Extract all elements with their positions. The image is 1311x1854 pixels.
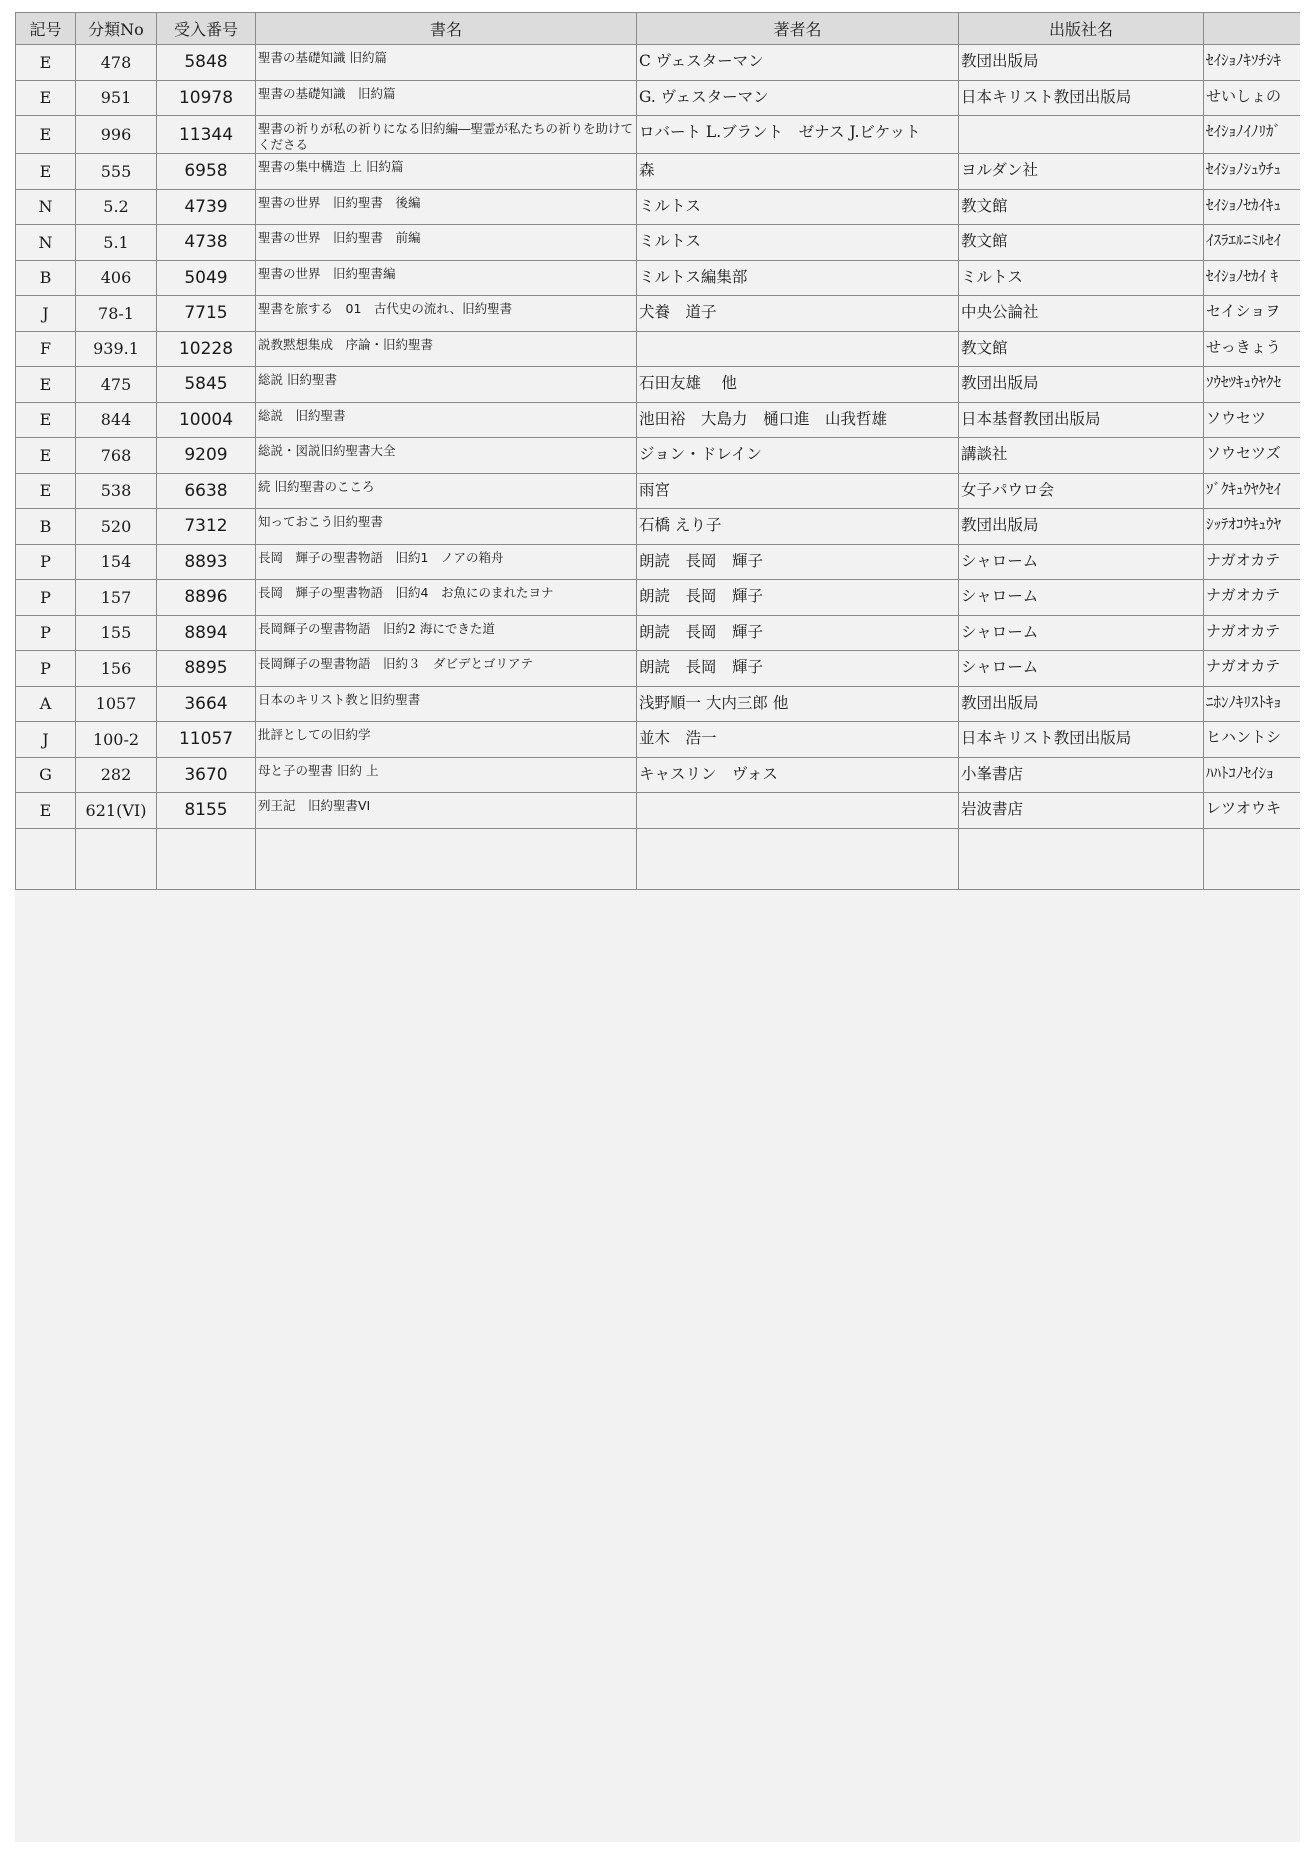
cell-kigo[interactable]: E [16,402,76,438]
empty-row [16,828,1301,889]
cell-kigo[interactable]: N [16,225,76,261]
table-row[interactable] [16,296,1301,332]
cell-ukeire-bango[interactable]: 11344 [157,116,256,154]
cell-publisher[interactable]: 岩波書店 [959,793,1204,829]
table-row[interactable] [16,331,1301,367]
cell-author[interactable]: ロバート L.ブラント ゼナス J.ビケット [637,116,959,154]
cell-kana[interactable]: ｼｯﾃｵｺｳｷｭｳﾔ [1204,509,1301,545]
table-cell[interactable] [76,828,157,889]
cell-author[interactable]: 朗読 長岡 輝子 [637,615,959,651]
cell-title[interactable]: 長岡 輝子の聖書物語 旧約4 お魚にのまれたヨナ [256,580,637,616]
table-cell[interactable] [637,828,959,889]
cell-ukeire-bango[interactable]: 8893 [157,544,256,580]
cell-title[interactable]: 続 旧約聖書のこころ [256,473,637,509]
cell-kana[interactable]: ｿﾞｸｷｭｳﾔｸｾｲ [1204,473,1301,509]
cell-ukeire-bango[interactable]: 8895 [157,651,256,687]
cell-kana[interactable]: ｾｲｼｮﾉｾｶｲ ｷ [1204,260,1301,296]
cell-author[interactable]: 朗読 長岡 輝子 [637,544,959,580]
cell-kana[interactable]: ｾｲｼｮﾉｲﾉﾘｶﾞ [1204,116,1301,154]
cell-author[interactable] [637,331,959,367]
cell-bunrui-no[interactable]: 538 [76,473,157,509]
cell-ukeire-bango[interactable]: 7312 [157,509,256,545]
cell-kana[interactable]: ｾｲｼｮﾉｼｭｳﾁｭ [1204,154,1301,190]
cell-author[interactable]: 森 [637,154,959,190]
cell-kana[interactable]: ヒハントシ [1204,722,1301,758]
cell-ukeire-bango[interactable]: 4739 [157,189,256,225]
table-row[interactable] [16,651,1301,687]
cell-bunrui-no[interactable]: 478 [76,45,157,81]
cell-title[interactable]: 批評としての旧約学 [256,722,637,758]
cell-author[interactable]: ジョン・ドレイン [637,438,959,474]
table-row[interactable] [16,189,1301,225]
cell-kana[interactable]: ｿｳｾﾂｷｭｳﾔｸｾ [1204,367,1301,403]
cell-bunrui-no[interactable]: 156 [76,651,157,687]
cell-bunrui-no[interactable]: 154 [76,544,157,580]
cell-bunrui-no[interactable]: 100-2 [76,722,157,758]
table-cell[interactable] [16,828,76,889]
cell-kigo[interactable]: E [16,473,76,509]
cell-title[interactable]: 長岡輝子の聖書物語 旧約2 海にできた道 [256,615,637,651]
cell-author[interactable]: 石田友雄 他 [637,367,959,403]
cell-publisher[interactable]: シャローム [959,615,1204,651]
cell-bunrui-no[interactable]: 475 [76,367,157,403]
cell-ukeire-bango[interactable]: 3664 [157,686,256,722]
header-author[interactable]: 著者名 [637,13,959,45]
table-row[interactable] [16,722,1301,758]
cell-ukeire-bango[interactable]: 9209 [157,438,256,474]
cell-publisher[interactable]: シャローム [959,544,1204,580]
cell-title[interactable]: 総説 旧約聖書 [256,367,637,403]
cell-kana[interactable]: ナガオカテ [1204,651,1301,687]
cell-author[interactable] [637,793,959,829]
table-cell[interactable] [256,828,637,889]
table-row[interactable] [16,793,1301,829]
cell-kana[interactable]: せっきょう [1204,331,1301,367]
table-row[interactable] [16,473,1301,509]
cell-kigo[interactable]: A [16,686,76,722]
cell-title[interactable]: 聖書の基礎知識 旧約篇 [256,45,637,81]
cell-title[interactable]: 説教黙想集成 序論・旧約聖書 [256,331,637,367]
cell-ukeire-bango[interactable]: 8896 [157,580,256,616]
cell-publisher[interactable]: 教文館 [959,331,1204,367]
cell-ukeire-bango[interactable]: 10004 [157,402,256,438]
cell-title[interactable]: 長岡 輝子の聖書物語 旧約1 ノアの箱舟 [256,544,637,580]
cell-publisher[interactable]: 女子パウロ会 [959,473,1204,509]
header-publisher[interactable]: 出版社名 [959,13,1204,45]
header-title[interactable]: 書名 [256,13,637,45]
cell-publisher[interactable]: ミルトス [959,260,1204,296]
cell-kana[interactable]: ナガオカテ [1204,615,1301,651]
cell-kigo[interactable]: P [16,544,76,580]
table-row[interactable] [16,154,1301,190]
cell-publisher[interactable]: 教団出版局 [959,45,1204,81]
cell-bunrui-no[interactable]: 844 [76,402,157,438]
table-row[interactable] [16,402,1301,438]
cell-bunrui-no[interactable]: 951 [76,80,157,116]
table-row[interactable] [16,438,1301,474]
cell-publisher[interactable]: 教団出版局 [959,509,1204,545]
cell-ukeire-bango[interactable]: 5049 [157,260,256,296]
cell-kigo[interactable]: P [16,580,76,616]
cell-bunrui-no[interactable]: 5.2 [76,189,157,225]
header-row [16,13,1301,45]
cell-author[interactable]: 石橋 えり子 [637,509,959,545]
cell-title[interactable]: 母と子の聖書 旧約 上 [256,757,637,793]
cell-kana[interactable]: ﾆﾎﾝﾉｷﾘｽﾄｷｮ [1204,686,1301,722]
table-row[interactable] [16,225,1301,261]
cell-bunrui-no[interactable]: 1057 [76,686,157,722]
spreadsheet-sheet [15,12,1300,1842]
cell-title[interactable]: 総説・図説旧約聖書大全 [256,438,637,474]
cell-author[interactable]: 犬養 道子 [637,296,959,332]
cell-kigo[interactable]: E [16,80,76,116]
book-table [15,12,1300,890]
table-cell[interactable] [1204,828,1301,889]
cell-publisher[interactable]: ヨルダン社 [959,154,1204,190]
table-row[interactable] [16,580,1301,616]
cell-kigo[interactable]: B [16,260,76,296]
cell-title[interactable]: 聖書を旅する 01 古代史の流れ、旧約聖書 [256,296,637,332]
cell-kana[interactable]: ｾｲｼｮﾉｷｿﾁｼｷ [1204,45,1301,81]
cell-ukeire-bango[interactable]: 10978 [157,80,256,116]
cell-kigo[interactable]: P [16,615,76,651]
cell-author[interactable]: 浅野順一 大内三郎 他 [637,686,959,722]
cell-author[interactable]: C ヴェスターマン [637,45,959,81]
cell-kigo[interactable]: E [16,154,76,190]
cell-kana[interactable]: セイショヲ [1204,296,1301,332]
cell-title[interactable]: 知っておこう旧約聖書 [256,509,637,545]
table-row[interactable] [16,757,1301,793]
table-row[interactable] [16,80,1301,116]
cell-title[interactable]: 日本のキリスト教と旧約聖書 [256,686,637,722]
cell-bunrui-no[interactable]: 5.1 [76,225,157,261]
table-cell[interactable] [157,828,256,889]
cell-publisher[interactable]: 教文館 [959,189,1204,225]
cell-ukeire-bango[interactable]: 6638 [157,473,256,509]
cell-kigo[interactable]: E [16,367,76,403]
cell-kigo[interactable]: P [16,651,76,687]
cell-author[interactable]: 雨宮 [637,473,959,509]
cell-kigo[interactable]: E [16,793,76,829]
table-row[interactable] [16,615,1301,651]
cell-ukeire-bango[interactable]: 5845 [157,367,256,403]
cell-author[interactable]: ミルトス [637,189,959,225]
cell-author[interactable]: 並木 浩一 [637,722,959,758]
cell-title[interactable]: 聖書の祈りが私の祈りになる旧約編―聖霊が私たちの祈りを助けてくださる [256,116,637,154]
cell-author[interactable]: ミルトス [637,225,959,261]
table-row[interactable] [16,544,1301,580]
table-row[interactable] [16,116,1301,154]
cell-title[interactable]: 聖書の世界 旧約聖書 後編 [256,189,637,225]
cell-author[interactable]: G. ヴェスターマン [637,80,959,116]
cell-kana[interactable]: レツオウキ [1204,793,1301,829]
cell-kigo[interactable]: B [16,509,76,545]
cell-kigo[interactable]: E [16,116,76,154]
cell-kana[interactable]: ｲｽﾗｴﾙﾆﾐﾙｾｲ [1204,225,1301,261]
cell-bunrui-no[interactable]: 155 [76,615,157,651]
cell-bunrui-no[interactable]: 520 [76,509,157,545]
table-row[interactable] [16,45,1301,81]
cell-title[interactable]: 聖書の世界 旧約聖書 前編 [256,225,637,261]
cell-author[interactable]: ミルトス編集部 [637,260,959,296]
cell-bunrui-no[interactable]: 157 [76,580,157,616]
cell-author[interactable]: 朗読 長岡 輝子 [637,580,959,616]
cell-kana[interactable]: ソウセツズ [1204,438,1301,474]
cell-title[interactable]: 列王記 旧約聖書VI [256,793,637,829]
cell-title[interactable]: 長岡輝子の聖書物語 旧約３ ダビデとゴリアテ [256,651,637,687]
cell-publisher[interactable]: シャローム [959,651,1204,687]
cell-kana[interactable]: ナガオカテ [1204,544,1301,580]
cell-publisher[interactable]: 日本キリスト教団出版局 [959,80,1204,116]
cell-kigo[interactable]: F [16,331,76,367]
cell-publisher[interactable]: シャローム [959,580,1204,616]
cell-ukeire-bango[interactable]: 8894 [157,615,256,651]
cell-kigo[interactable]: J [16,296,76,332]
cell-publisher[interactable]: 日本基督教団出版局 [959,402,1204,438]
cell-bunrui-no[interactable]: 406 [76,260,157,296]
cell-bunrui-no[interactable]: 621(VI) [76,793,157,829]
cell-publisher[interactable]: 教文館 [959,225,1204,261]
cell-ukeire-bango[interactable]: 10228 [157,331,256,367]
cell-kana[interactable]: ナガオカテ [1204,580,1301,616]
cell-title[interactable]: 聖書の集中構造 上 旧約篇 [256,154,637,190]
cell-ukeire-bango[interactable]: 7715 [157,296,256,332]
cell-bunrui-no[interactable]: 555 [76,154,157,190]
cell-publisher[interactable] [959,116,1204,154]
cell-ukeire-bango[interactable]: 4738 [157,225,256,261]
cell-title[interactable]: 聖書の世界 旧約聖書編 [256,260,637,296]
cell-kigo[interactable]: E [16,438,76,474]
cell-ukeire-bango[interactable]: 8155 [157,793,256,829]
cell-bunrui-no[interactable]: 996 [76,116,157,154]
cell-bunrui-no[interactable]: 282 [76,757,157,793]
cell-ukeire-bango[interactable]: 11057 [157,722,256,758]
cell-author[interactable]: 池田裕 大島力 樋口進 山我哲雄 [637,402,959,438]
header-kigo[interactable]: 記号 [16,13,76,45]
cell-kana[interactable]: ｾｲｼｮﾉｾｶｲｷｭ [1204,189,1301,225]
cell-publisher[interactable]: 中央公論社 [959,296,1204,332]
cell-publisher[interactable]: 小峯書店 [959,757,1204,793]
cell-kigo[interactable]: G [16,757,76,793]
cell-title[interactable]: 総説 旧約聖書 [256,402,637,438]
cell-publisher[interactable]: 教団出版局 [959,367,1204,403]
cell-bunrui-no[interactable]: 939.1 [76,331,157,367]
header-ukeire-bango[interactable]: 受入番号 [157,13,256,45]
cell-kana[interactable]: ﾊﾊﾄｺﾉｾｲｼｮ [1204,757,1301,793]
cell-kana[interactable]: ソウセツ [1204,402,1301,438]
header-bunrui-no[interactable]: 分類No [76,13,157,45]
cell-title[interactable]: 聖書の基礎知識 旧約篇 [256,80,637,116]
table-row[interactable] [16,260,1301,296]
cell-kigo[interactable]: J [16,722,76,758]
table-row[interactable] [16,686,1301,722]
cell-ukeire-bango[interactable]: 3670 [157,757,256,793]
header-kana[interactable] [1204,13,1301,45]
cell-bunrui-no[interactable]: 78-1 [76,296,157,332]
cell-bunrui-no[interactable]: 768 [76,438,157,474]
table-row[interactable] [16,509,1301,545]
cell-kigo[interactable]: N [16,189,76,225]
cell-author[interactable]: キャスリン ヴォス [637,757,959,793]
cell-ukeire-bango[interactable]: 6958 [157,154,256,190]
cell-kana[interactable]: せいしょの [1204,80,1301,116]
table-row[interactable] [16,367,1301,403]
table-cell[interactable] [959,828,1204,889]
cell-ukeire-bango[interactable]: 5848 [157,45,256,81]
cell-publisher[interactable]: 日本キリスト教団出版局 [959,722,1204,758]
cell-author[interactable]: 朗読 長岡 輝子 [637,651,959,687]
cell-publisher[interactable]: 講談社 [959,438,1204,474]
cell-kigo[interactable]: E [16,45,76,81]
cell-publisher[interactable]: 教団出版局 [959,686,1204,722]
